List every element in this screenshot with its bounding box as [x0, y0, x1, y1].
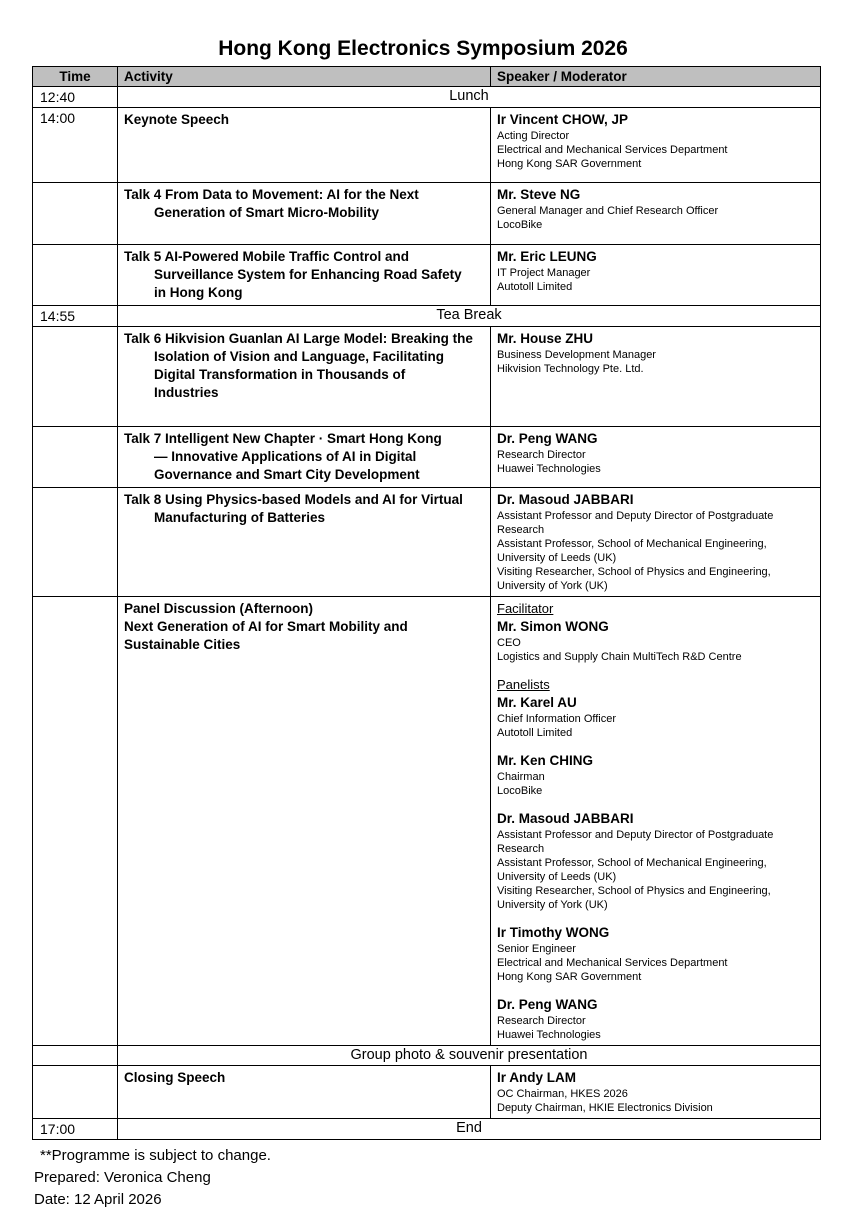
activity-line: Talk 4 From Data to Movement: AI for the Next — [124, 187, 419, 202]
speaker-detail: Visiting Researcher, School of Physics and Engineering, University of York (UK) — [497, 885, 771, 911]
speaker-name: Mr. Steve NG — [497, 187, 581, 202]
time-cell — [33, 488, 118, 597]
activity-cell — [118, 327, 491, 427]
activity-line: Next Generation of AI for Smart Mobility and — [124, 619, 408, 634]
spacer — [497, 798, 814, 810]
speaker-name: Mr. Karel AU — [497, 695, 577, 710]
activity-line: Isolation of Vision and Language, Facilitating — [154, 349, 445, 364]
span-row — [33, 87, 821, 108]
speaker-detail: Autotoll Limited — [497, 281, 573, 293]
speaker-name: Ir Vincent CHOW, JP — [497, 112, 629, 127]
speaker-cell — [491, 327, 821, 427]
session-row — [33, 108, 821, 183]
activity-line: Talk 6 Hikvision Guanlan AI Large Model: Breaking the — [124, 331, 473, 346]
activity-line: in Hong Kong — [154, 285, 243, 300]
session-row — [33, 488, 821, 597]
header-speaker: Speaker / Moderator — [491, 67, 821, 87]
speaker-detail: IT Project Manager — [497, 267, 591, 279]
footnote-date: Date: 12 April 2026 — [34, 1191, 162, 1208]
speaker-cell — [491, 108, 821, 183]
speaker-name: Dr. Masoud JABBARI — [497, 492, 634, 507]
span-activity-cell: End — [118, 1119, 821, 1140]
header-activity: Activity — [118, 67, 491, 87]
speaker-name: Dr. Peng WANG — [497, 997, 598, 1012]
speaker-detail: General Manager and Chief Research Officer — [497, 205, 719, 217]
speaker-detail: Hikvision Technology Pte. Ltd. — [497, 363, 644, 375]
activity-cell — [118, 183, 491, 245]
span-activity-cell: Tea Break — [118, 306, 821, 327]
program-table — [32, 66, 821, 1140]
activity-line: Keynote Speech — [124, 112, 230, 127]
footnote-programme-change: **Programme is subject to change. — [40, 1147, 271, 1164]
speaker-detail: Hong Kong SAR Government — [497, 158, 642, 170]
speaker-detail: Business Development Manager — [497, 349, 656, 361]
table-header-row — [33, 67, 821, 87]
speaker-detail: Assistant Professor and Deputy Director of Postgraduate Research — [497, 829, 774, 855]
footnotes — [34, 1145, 846, 1211]
session-row — [33, 183, 821, 245]
activity-line: Manufacturing of Batteries — [154, 510, 326, 525]
span-activity-cell: Group photo & souvenir presentation — [118, 1046, 821, 1066]
speaker-detail: Senior Engineer — [497, 943, 576, 955]
time-cell — [33, 245, 118, 306]
footnote-prepared-by: Prepared: Veronica Cheng — [34, 1169, 211, 1186]
activity-line: Panel Discussion (Afternoon) — [124, 601, 314, 616]
speaker-cell — [491, 488, 821, 597]
time-cell: 14:00 — [33, 108, 118, 183]
activity-line: Talk 5 AI-Powered Mobile Traffic Control and — [124, 249, 410, 264]
speaker-group-label: Panelists — [497, 677, 550, 692]
speaker-detail: LocoBike — [497, 785, 543, 797]
time-cell — [33, 1066, 118, 1119]
activity-line: Digital Transformation in Thousands of — [154, 367, 406, 382]
time-cell — [33, 1046, 118, 1066]
speaker-detail: Assistant Professor and Deputy Director of Postgraduate Research — [497, 510, 774, 536]
time-cell: 17:00 — [33, 1119, 118, 1140]
spacer — [497, 984, 814, 996]
speaker-cell — [491, 427, 821, 488]
session-row — [33, 597, 821, 1046]
time-cell — [33, 183, 118, 245]
spacer — [497, 740, 814, 752]
speaker-name: Ir Timothy WONG — [497, 925, 610, 940]
speaker-detail: Research Director — [497, 449, 586, 461]
activity-line: Governance and Smart City Development — [154, 467, 420, 482]
speaker-name: Ir Andy LAM — [497, 1070, 576, 1085]
activity-cell — [118, 108, 491, 183]
speaker-detail: Chief Information Officer — [497, 713, 617, 725]
activity-line: Industries — [154, 385, 219, 400]
activity-cell — [118, 427, 491, 488]
speaker-name: Mr. Eric LEUNG — [497, 249, 597, 264]
time-cell: 12:40 — [33, 87, 118, 108]
speaker-detail: Logistics and Supply Chain MultiTech R&D Centre — [497, 651, 742, 663]
activity-line: Talk 8 Using Physics-based Models and AI for Virtual — [124, 492, 463, 507]
program-table-body — [33, 87, 821, 1140]
session-row — [33, 245, 821, 306]
speaker-detail: LocoBike — [497, 219, 543, 231]
span-row — [33, 1046, 821, 1066]
activity-line: — Innovative Applications of AI in Digital — [154, 449, 417, 464]
time-cell — [33, 427, 118, 488]
session-row — [33, 1066, 821, 1119]
activity-cell — [118, 1066, 491, 1119]
speaker-cell — [491, 245, 821, 306]
speaker-detail: Electrical and Mechanical Services Department — [497, 144, 728, 156]
speaker-detail: Huawei Technologies — [497, 1029, 601, 1041]
header-time: Time — [33, 67, 118, 87]
speaker-detail: Huawei Technologies — [497, 463, 601, 475]
activity-line: Talk 7 Intelligent New Chapter · Smart Hong Kong — [124, 431, 442, 446]
spacer — [497, 664, 814, 676]
speaker-detail: Electrical and Mechanical Services Department — [497, 957, 728, 969]
activity-cell — [118, 488, 491, 597]
speaker-detail: Deputy Chairman, HKIE Electronics Division — [497, 1102, 713, 1114]
speaker-detail: Hong Kong SAR Government — [497, 971, 642, 983]
speaker-detail: Assistant Professor, School of Mechanical Engineering, University of Leeds (UK) — [497, 857, 767, 883]
speaker-cell — [491, 183, 821, 245]
speaker-detail: OC Chairman, HKES 2026 — [497, 1088, 628, 1100]
time-cell: 14:55 — [33, 306, 118, 327]
speaker-name: Mr. Simon WONG — [497, 619, 609, 634]
speaker-group-label: Facilitator — [497, 601, 554, 616]
speaker-detail: Chairman — [497, 771, 545, 783]
speaker-detail: CEO — [497, 637, 521, 649]
span-row — [33, 306, 821, 327]
activity-cell — [118, 245, 491, 306]
activity-cell — [118, 597, 491, 1046]
activity-line: Closing Speech — [124, 1070, 226, 1085]
span-activity-cell: Lunch — [118, 87, 821, 108]
activity-line: Surveillance System for Enhancing Road Safety — [154, 267, 462, 282]
speaker-detail: Assistant Professor, School of Mechanical Engineering, University of Leeds (UK) — [497, 538, 767, 564]
page-title: Hong Kong Electronics Symposium 2026 — [218, 37, 628, 60]
speaker-detail: Visiting Researcher, School of Physics and Engineering, University of York (UK) — [497, 566, 771, 592]
span-row — [33, 1119, 821, 1140]
speaker-name: Dr. Peng WANG — [497, 431, 598, 446]
speaker-name: Dr. Masoud JABBARI — [497, 811, 634, 826]
speaker-cell — [491, 597, 821, 1046]
speaker-name: Mr. House ZHU — [497, 331, 594, 346]
time-cell — [33, 327, 118, 427]
session-row — [33, 327, 821, 427]
session-row — [33, 427, 821, 488]
spacer — [497, 912, 814, 924]
speaker-detail: Autotoll Limited — [497, 727, 573, 739]
speaker-detail: Research Director — [497, 1015, 586, 1027]
speaker-detail: Acting Director — [497, 130, 570, 142]
activity-line: Sustainable Cities — [124, 637, 241, 652]
speaker-name: Mr. Ken CHING — [497, 753, 594, 768]
time-cell — [33, 597, 118, 1046]
activity-line: Generation of Smart Micro-Mobility — [154, 205, 380, 220]
speaker-cell — [491, 1066, 821, 1119]
